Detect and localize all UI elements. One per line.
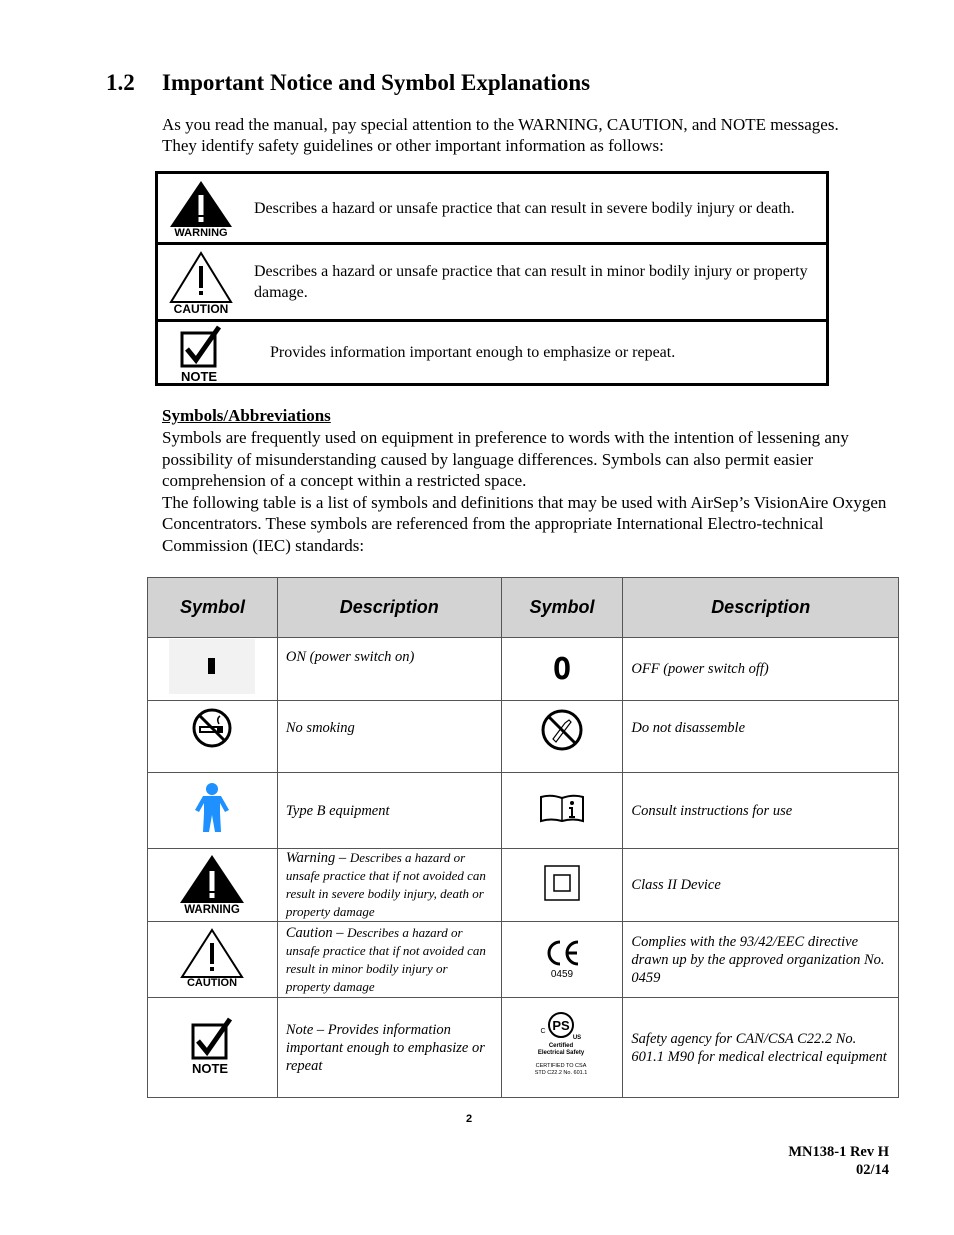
- table-row: [148, 849, 899, 922]
- symbol-cell: [148, 849, 278, 922]
- symbol-table: [147, 577, 899, 1098]
- notice-table: [155, 171, 829, 386]
- csa-certified-icon: [527, 1009, 597, 1081]
- consult-instructions-icon: [539, 792, 585, 824]
- on-description: ON (power switch on): [277, 638, 501, 701]
- svg-text:US: US: [572, 1035, 582, 1041]
- svg-text:O: O: [552, 651, 572, 687]
- table-row: [148, 773, 899, 849]
- symbol-cell: [148, 922, 278, 998]
- note-icon: [179, 324, 223, 382]
- ce-description: Complies with the 93/42/EEC directive drawn up by the approved organization No. 0459: [623, 922, 899, 998]
- symbols-section-title: Symbols/Abbreviations: [162, 406, 331, 425]
- table-row: [148, 998, 899, 1098]
- symbol-cell: [501, 849, 623, 922]
- svg-text:CERTIFIED TO CSA: CERTIFIED TO CSA: [535, 1063, 587, 1069]
- power-on-icon: [169, 639, 255, 694]
- warning-desc-body: Describes a hazard or unsafe practice that if not avoided can result in severe bodily injury, death or property damage: [285, 850, 486, 919]
- section-title: Important Notice and Symbol Explanations: [162, 70, 591, 95]
- symbols-paragraph-1: Symbols are frequently used on equipment in preference to words with the intention of lessening any possibility of misunderstanding caused by language differences. Symbols can also permit easier comprehension of a concept within a restricted space.: [162, 428, 849, 490]
- warning-desc-lead: Warning –: [285, 850, 350, 866]
- table-row: [148, 638, 899, 701]
- header-symbol-1: Symbol: [148, 578, 278, 638]
- caution-icon: [179, 927, 245, 987]
- svg-text:0459: 0459: [550, 969, 574, 979]
- do-not-disassemble-description: Do not disassemble: [623, 701, 899, 773]
- symbol-cell: [148, 638, 278, 701]
- note-icon-label: NOTE: [180, 368, 217, 382]
- warning-icon: [168, 179, 234, 237]
- warning-icon: [178, 853, 246, 915]
- svg-text:C: C: [540, 1028, 546, 1035]
- symbol-cell: [501, 638, 623, 701]
- symbol-cell: [148, 701, 278, 773]
- csa-description: Safety agency for CAN/CSA C22.2 No. 601.1 M90 for medical electrical equipment: [623, 998, 899, 1098]
- symbols-section-body: [162, 427, 897, 556]
- note-symbol-description: Note – Provides information important enough to emphasize or repeat: [277, 998, 501, 1098]
- caution-symbol-description: [277, 922, 501, 998]
- caution-desc-body: Describes a hazard or unsafe practice that if not avoided can result in minor bodily injury or property damage: [285, 924, 486, 994]
- table-row: [148, 922, 899, 998]
- symbol-cell: [501, 701, 623, 773]
- warning-symbol-description: [277, 849, 501, 922]
- symbol-cell: [148, 998, 278, 1098]
- consult-instructions-description: Consult instructions for use: [623, 773, 899, 849]
- svg-text:Electrical Safety: Electrical Safety: [537, 1050, 585, 1056]
- svg-text:WARNING: WARNING: [184, 904, 241, 915]
- warning-description: Describes a hazard or unsafe practice that can result in severe bodily injury or death.: [243, 173, 828, 244]
- symbol-cell: [501, 922, 623, 998]
- svg-text:CAUTION: CAUTION: [187, 977, 238, 987]
- no-smoking-description: No smoking: [277, 701, 501, 773]
- table-row: [148, 701, 899, 773]
- symbol-cell: [501, 773, 623, 849]
- power-off-icon: [542, 647, 582, 687]
- symbol-table-header: [148, 578, 899, 638]
- notice-row-warning: [157, 173, 828, 244]
- type-b-equipment-icon: [192, 782, 232, 834]
- notice-row-caution: [157, 244, 828, 321]
- page-number: 2: [466, 1113, 473, 1125]
- document-reference: [788, 1143, 889, 1179]
- symbols-paragraph-2: The following table is a list of symbols and definitions that may be used with AirSep’s VisionAire Oxygen Concentrators. These symbols are referenced from the appropriate International Electro-technical Commission (IEC) standards:: [162, 492, 887, 555]
- note-icon: [190, 1016, 234, 1074]
- header-description-1: Description: [277, 578, 501, 638]
- class-ii-device-icon: [542, 863, 582, 903]
- caution-desc-lead: Caution –: [285, 924, 348, 941]
- symbol-cell: [148, 773, 278, 849]
- svg-text:PS: PS: [552, 1018, 570, 1033]
- header-description-2: Description: [623, 578, 899, 638]
- caution-icon: [168, 250, 234, 314]
- notice-row-note: [157, 321, 828, 385]
- warning-icon-label: WARNING: [173, 227, 228, 237]
- symbol-cell: [501, 998, 623, 1098]
- svg-text:Certified: Certified: [548, 1043, 574, 1049]
- class-ii-description: Class II Device: [623, 849, 899, 922]
- caution-description: Describes a hazard or unsafe practice that can result in minor bodily injury or property damage.: [243, 244, 828, 321]
- document-number: MN138-1 Rev H: [788, 1144, 889, 1160]
- svg-text:NOTE: NOTE: [192, 1061, 229, 1074]
- ce-mark-icon: [542, 935, 582, 979]
- type-b-description: Type B equipment: [277, 773, 501, 849]
- off-description: OFF (power switch off): [623, 638, 899, 701]
- svg-text:STD C22.2 No. 601.1: STD C22.2 No. 601.1: [534, 1070, 588, 1076]
- section-heading: [106, 70, 590, 96]
- no-smoking-icon: [191, 707, 233, 749]
- header-symbol-2: Symbol: [501, 578, 623, 638]
- do-not-disassemble-icon: [539, 707, 585, 753]
- document-date: 02/14: [855, 1162, 889, 1178]
- caution-icon-label: CAUTION: [173, 302, 228, 314]
- note-description: Provides information important enough to emphasize or repeat.: [243, 321, 828, 385]
- section-number: 1.2: [106, 70, 135, 95]
- intro-paragraph: As you read the manual, pay special attention to the WARNING, CAUTION, and NOTE messages. They identify safety guidelines or other important information as follows:: [162, 115, 839, 155]
